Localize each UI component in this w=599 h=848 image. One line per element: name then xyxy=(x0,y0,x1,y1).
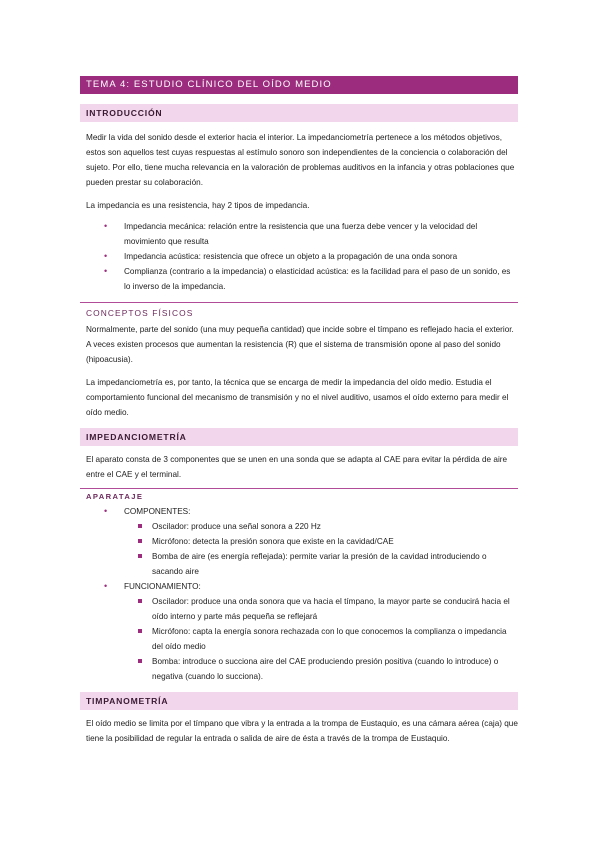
list-item: Bomba de aire (es energía reflejada): permite variar la presión de la cavidad introduciendo o sacando aire xyxy=(80,549,518,579)
intro-paragraph-2: La impedancia es una resistencia, hay 2 tipos de impedancia. xyxy=(86,201,310,210)
componentes-sublist xyxy=(80,519,518,579)
square-bullet-icon xyxy=(138,524,142,528)
conceptos-paragraph-2: La impedanciometría es, por tanto, la técnica que se encarga de medir la impedancia del oído medio. Estudia el comportamiento funcional del mecanismo de transmisión y no el nivel auditivo, usamos el oído externo para medir el oído medio. xyxy=(86,378,509,417)
bullet-icon: • xyxy=(104,266,108,276)
list-item: Micrófono: detecta la presión sonora que existe en la cavidad/CAE xyxy=(80,534,518,549)
bullet-icon: • xyxy=(104,221,108,231)
square-bullet-icon xyxy=(138,554,142,558)
bullet-icon: • xyxy=(104,506,108,516)
section-heading-timpanometria: TIMPANOMETRÍA xyxy=(80,692,518,710)
section-heading-aparataje: APARATAJE xyxy=(86,492,144,501)
list-item: • Complianza (contrario a la impedancia) o elasticidad acústica: es la facilidad para el paso de un sonido, es lo inverso de la impedancia. xyxy=(104,266,511,291)
funcionamiento-sublist xyxy=(80,594,518,684)
bullet-icon: • xyxy=(104,251,108,261)
impedance-types-list xyxy=(80,219,518,294)
section-heading-impedanciometria: IMPEDANCIOMETRÍA xyxy=(80,428,518,446)
list-item: • Impedancia mecánica: relación entre la resistencia que una fuerza debe vencer y la velocidad del movimiento que resulta xyxy=(104,221,478,246)
timpanometria-paragraph: El oído medio se limita por el tímpano que vibra y la entrada a la trompa de Eustaquio, es una cámara aérea (caja) que tiene la posibilidad de regular la entrada o salida de aire de ésta a través de la trompa de Eustaquio. xyxy=(86,719,518,743)
bullet-icon: • xyxy=(104,581,108,591)
square-bullet-icon xyxy=(138,599,142,603)
section-heading-conceptos: CONCEPTOS FÍSICOS xyxy=(86,308,194,318)
intro-paragraph-1: Medir la vida del sonido desde el exterior hacia el interior. La impedanciometría pertenece a los métodos objetivos, estos son aquellos test cuyas respuestas al estímulo sonoro son independientes de la conciencia o colaboración del sujeto. Por ello, tiene mucha relevancia en la valoración de problemas auditivos en la infancia y otras poblaciones que pueden prestar su colaboración. xyxy=(86,133,515,187)
list-item: Oscilador: produce una onda sonora que va hacia el tímpano, la mayor parte se conducirá hacia el oído interno y parte más pequeña se reflejará xyxy=(80,594,518,624)
section-heading-introduccion: INTRODUCCIÓN xyxy=(80,104,518,122)
square-bullet-icon xyxy=(138,629,142,633)
document-content xyxy=(80,76,518,746)
list-item: Micrófono: capta la energía sonora rechazada con lo que conocemos la complianza o impedancia del oído medio xyxy=(80,624,518,654)
list-item: Bomba: introduce o succiona aire del CAE produciendo presión positiva (cuando lo introduce) o negativa (cuando lo succiona). xyxy=(80,654,518,684)
list-item: • Impedancia acústica: resistencia que ofrece un objeto a la propagación de una onda sonora xyxy=(80,249,518,264)
document-title: TEMA 4: ESTUDIO CLÍNICO DEL OÍDO MEDIO xyxy=(80,76,518,94)
square-bullet-icon xyxy=(138,659,142,663)
list-item-funcionamiento: • FUNCIONAMIENTO: xyxy=(80,579,518,594)
conceptos-paragraph-1: Normalmente, parte del sonido (una muy pequeña cantidad) que incide sobre el tímpano es reflejado hacia el exterior. A veces existen procesos que aumentan la resistencia (R) que el sistema de transmisión opone al paso del sonido (hipoacusia). xyxy=(86,325,514,364)
aparataje-list xyxy=(80,504,518,519)
list-item-componentes: • COMPONENTES: xyxy=(80,504,518,519)
square-bullet-icon xyxy=(138,539,142,543)
impedanciometria-paragraph: El aparato consta de 3 componentes que se unen en una sonda que se adapta al CAE para evitar la pérdida de aire entre el CAE y el terminal. xyxy=(86,455,508,479)
list-item: Oscilador: produce una señal sonora a 220 Hz xyxy=(80,519,518,534)
